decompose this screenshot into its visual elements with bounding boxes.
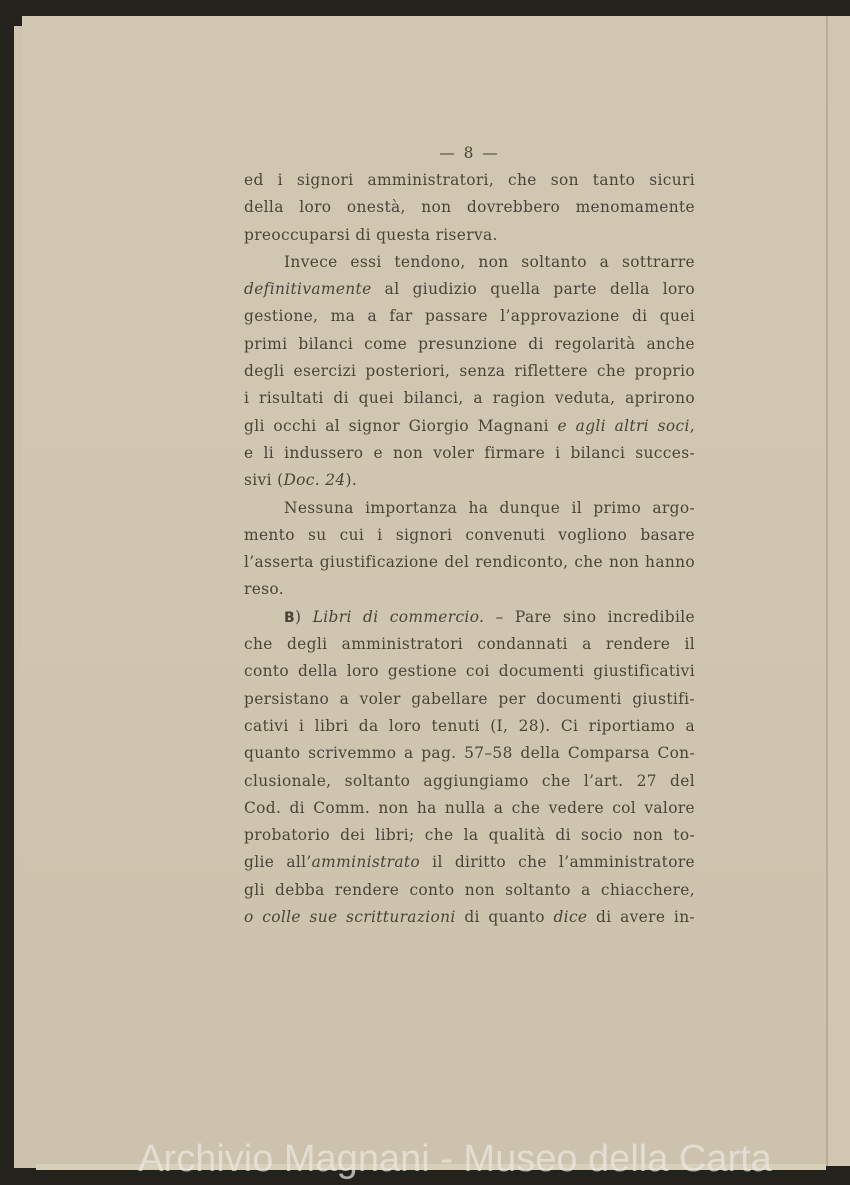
paragraph	[244, 249, 695, 495]
text-line	[244, 249, 695, 276]
text-run: sivi (	[244, 471, 284, 490]
text-run: ).	[345, 471, 358, 490]
text-line	[244, 686, 695, 713]
text-line	[244, 194, 695, 221]
text-line	[244, 276, 695, 303]
text-run: Cod. di Comm. non ha nulla a che vedere col valore	[244, 798, 695, 817]
text-run: Nessuna importanza ha dunque il primo argo-	[284, 498, 695, 517]
italic-text: o colle sue scritturazioni	[244, 908, 456, 927]
text-run: di avere in-	[587, 908, 696, 927]
text-line	[244, 576, 695, 603]
text-line	[244, 877, 695, 904]
text-run: cativi i libri da loro tenuti (I, 28). Ci riportiamo a	[244, 716, 695, 735]
section-letter: B	[284, 609, 296, 626]
text-run: persistano a voler gabellare per documenti giustifi-	[244, 689, 695, 708]
text-run: ed i signori amministratori, che son tanto sicuri	[244, 171, 695, 189]
text-run: al giudizio quella parte della loro	[371, 280, 695, 299]
italic-text: dice	[553, 908, 588, 927]
document-text	[244, 140, 695, 931]
italic-text: Libri di commercio.	[312, 607, 485, 626]
text-line	[244, 222, 695, 249]
text-line	[244, 795, 695, 822]
text-run: quanto scrivemmo a pag. 57–58 della Comparsa Con-	[244, 744, 695, 763]
text-line	[244, 658, 695, 685]
text-line	[244, 904, 695, 931]
text-line	[244, 822, 695, 849]
text-line	[244, 358, 695, 385]
text-line	[244, 303, 695, 330]
text-run: mento su cui i signori convenuti vogliono basare	[244, 525, 695, 544]
text-line	[244, 768, 695, 795]
text-line	[244, 604, 695, 631]
text-run: gli debba rendere conto non soltanto a chiacchere,	[244, 880, 695, 899]
text-run: di quanto	[455, 908, 554, 927]
text-line	[244, 849, 695, 876]
text-line	[244, 549, 695, 576]
text-line	[244, 713, 695, 740]
italic-text: Doc. 24	[283, 471, 346, 490]
italic-text: definitivamente	[244, 280, 372, 299]
page-fold-line	[826, 16, 828, 1166]
paragraphs	[244, 167, 695, 931]
text-run: reso.	[244, 580, 285, 599]
text-line	[244, 495, 695, 522]
text-line	[244, 631, 695, 658]
paragraph	[244, 167, 695, 249]
text-line	[244, 740, 695, 767]
text-run: probatorio dei libri; che la qualità di socio non to-	[244, 826, 695, 845]
text-line	[244, 331, 695, 358]
paragraph	[244, 604, 695, 932]
text-run: glie all’	[244, 853, 312, 872]
text-run: gli occhi al signor Giorgio Magnani	[244, 416, 558, 435]
text-run: primi bilanci come presunzione di regolarità anche	[244, 334, 695, 353]
text-line	[244, 522, 695, 549]
text-run: Invece essi tendono, non soltanto a sottrarre	[284, 252, 695, 271]
text-run: l’asserta giustificazione del rendiconto, che non hanno	[244, 553, 695, 572]
page-number: — 8 —	[439, 144, 500, 162]
text-line	[244, 413, 695, 440]
text-run: che degli amministratori condannati a rendere il	[244, 635, 695, 654]
text-run: preoccuparsi di questa riserva.	[244, 225, 498, 244]
text-run: della loro onestà, non dovrebbero menomamente	[244, 198, 695, 217]
text-line	[244, 467, 695, 494]
text-run: )	[295, 607, 313, 626]
italic-text: amministrato	[311, 853, 421, 872]
text-run: clusionale, soltanto aggiungiamo che l’art. 27 del	[244, 771, 695, 790]
text-run: conto della loro gestione coi documenti giustificativi	[244, 662, 695, 681]
text-run: i risultati di quei bilanci, a ragion veduta, aprirono	[244, 389, 695, 408]
paragraph	[244, 495, 695, 604]
text-run: e li indussero e non voler firmare i bilanci succes-	[244, 443, 695, 462]
text-run: il diritto che l’amministratore	[420, 853, 695, 872]
text-run: degli esercizi posteriori, senza riflettere che proprio	[244, 362, 695, 381]
watermark: Archivio Magnani - Museo della Carta	[138, 1138, 772, 1180]
text-line	[244, 167, 695, 194]
next-page-flap	[828, 20, 850, 1166]
text-line	[244, 385, 695, 412]
text-run: gestione, ma a far passare l’approvazione di quei	[244, 307, 695, 326]
italic-text: e agli altri soci	[557, 416, 690, 435]
text-line	[244, 440, 695, 467]
text-run: – Pare sino incredibile	[484, 607, 695, 626]
text-run: ,	[689, 416, 695, 435]
